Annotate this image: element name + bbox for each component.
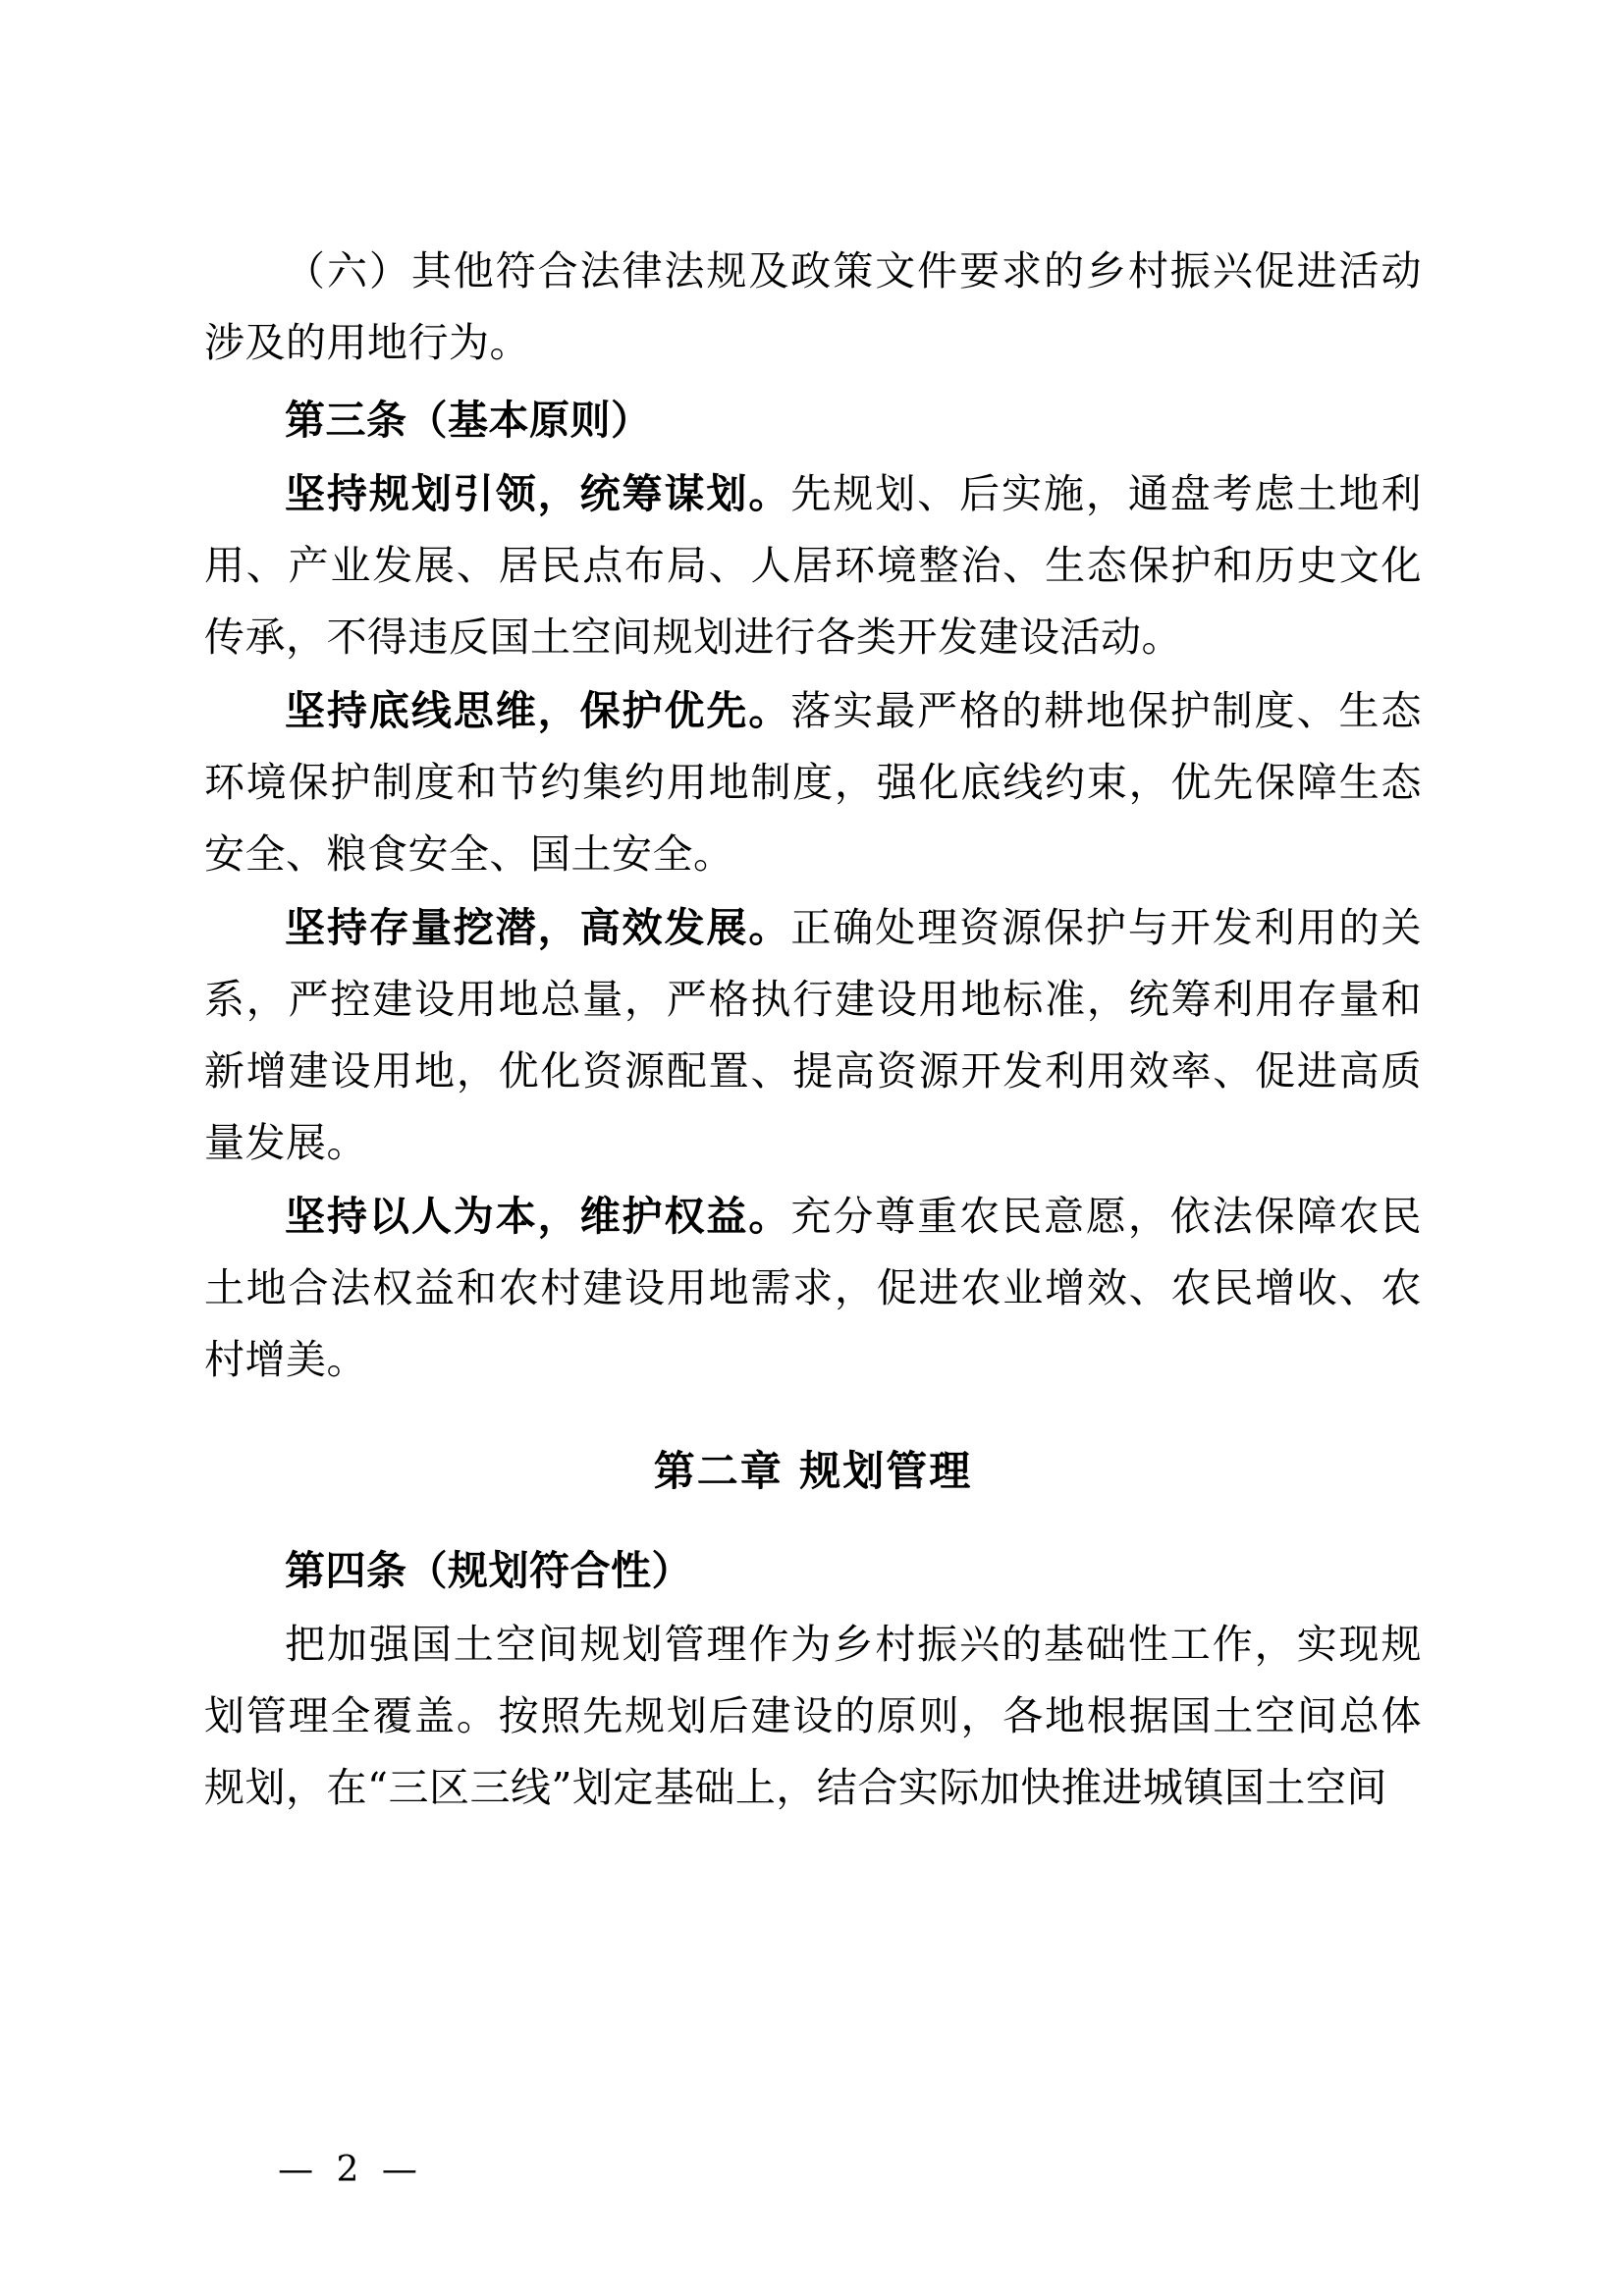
paragraph-principle-3 (204, 892, 1422, 1179)
page-number-label: — 2 — (278, 2150, 423, 2190)
chapter-2-title: 第二章 规划管理 (653, 1446, 973, 1495)
principle-1-body: 先规划、后实施，通盘考虑土地利用、产业发展、居民点布局、人居环境整治、生态保护和历史文化传承，不得违反国土空间规划进行各类开发建设活动。 (204, 469, 1423, 661)
heading-article-4: 第四条（规划符合性） (285, 1547, 692, 1595)
page-number (0, 2150, 1624, 2190)
principle-1-lead: 坚持规划引领，统筹谋划。 (285, 469, 791, 517)
paragraph-article-4-body: 把加强国土空间规划管理作为乡村振兴的基础性工作，实现规划管理全覆盖。按照先规划后建设的原则，各地根据国土空间总体规划，在“三区三线”划定基础上，结合实际加快推进城镇国土空间 (204, 1621, 1422, 1812)
principle-4-lead: 坚持以人为本，维护权益。 (285, 1192, 791, 1240)
page-content (204, 236, 1422, 1826)
paragraph-item-six: （六）其他符合法律法规及政策文件要求的乡村振兴促进活动涉及的用地行为。 (204, 247, 1422, 366)
principle-4-body: 充分尊重农民意愿，依法保障农民土地合法权益和农村建设用地需求，促进农业增效、农民增收、农村增美。 (204, 1192, 1423, 1383)
principle-2-lead: 坚持底线思维，保护优先。 (285, 686, 791, 734)
paragraph-principle-4 (204, 1181, 1422, 1396)
heading-article-3: 第三条（基本原则） (285, 396, 652, 444)
principle-3-body: 正确处理资源保护与开发利用的关系，严控建设用地总量，严格执行建设用地标准，统筹利用存量和新增建设用地，优化资源配置、提高资源开发利用效率、促进高质量发展。 (204, 903, 1423, 1166)
principle-2-body: 落实最严格的耕地保护制度、生态环境保护制度和节约集约用地制度，强化底线约束，优先保障生态安全、粮食安全、国土安全。 (204, 686, 1423, 878)
paragraph-principle-1 (204, 458, 1422, 673)
principle-3-lead: 坚持存量挖潜，高效发展。 (285, 903, 791, 951)
paragraph-principle-2 (204, 675, 1422, 890)
